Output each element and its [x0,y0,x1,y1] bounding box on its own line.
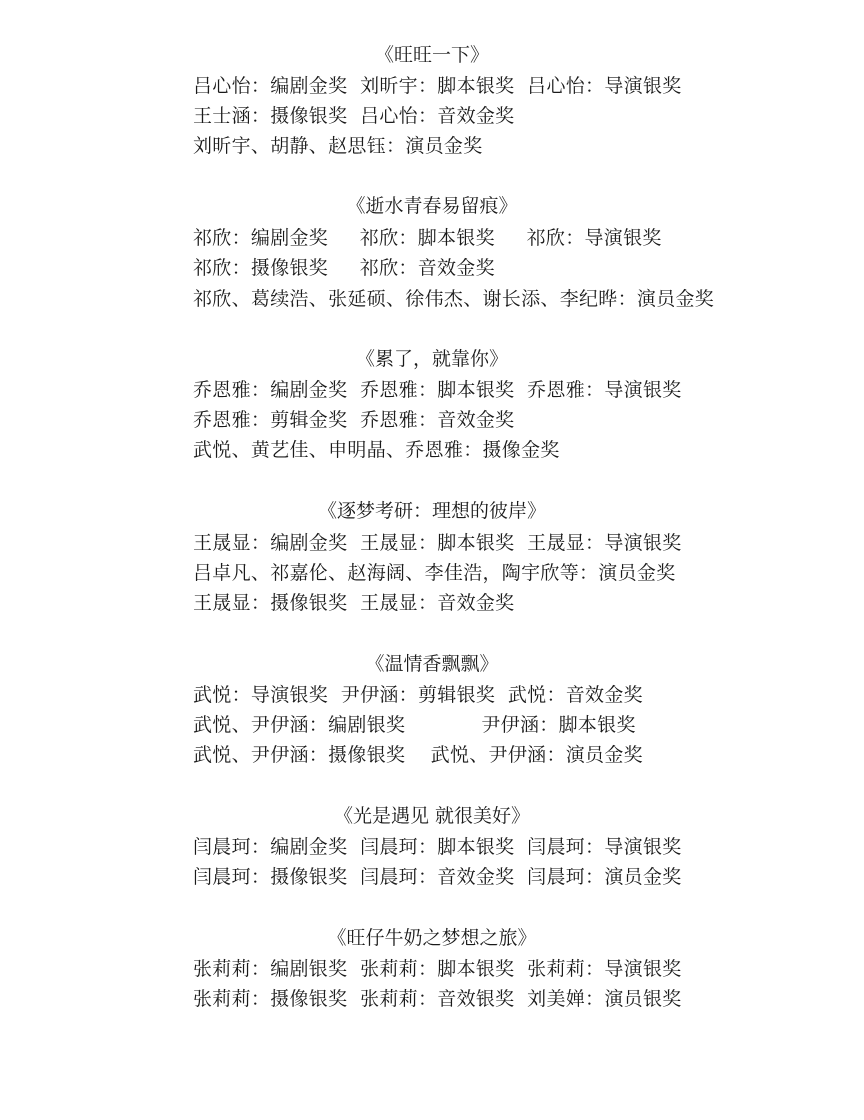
award-line: 闫晨珂：摄像银奖 闫晨珂：音效金奖 闫晨珂：演员金奖 [193,866,682,888]
section-title: 《逐梦考研：理想的彼岸》 [317,500,546,522]
award-line: 刘昕宇、胡静、赵思钰：演员金奖 [193,135,483,157]
section-title: 《逝水青春易留痕》 [346,195,518,217]
section-title: 《累了，就靠你》 [355,348,508,370]
award-line: 乔恩雅：编剧金奖 乔恩雅：脚本银奖 乔恩雅：导演银奖 [193,379,682,401]
award-line: 乔恩雅：剪辑金奖 乔恩雅：音效金奖 [193,409,515,431]
award-line: 祁欣、葛续浩、张延硕、徐伟杰、谢长添、李纪晔：演员金奖 [193,288,715,310]
award-line: 闫晨珂：编剧金奖 闫晨珂：脚本银奖 闫晨珂：导演银奖 [193,836,682,858]
award-line: 王晟显：编剧金奖 王晟显：脚本银奖 王晟显：导演银奖 [193,532,682,554]
section-title: 《旺旺一下》 [374,44,489,66]
section-title: 《旺仔牛奶之梦想之旅》 [327,927,537,949]
award-line: 武悦、尹伊涵：摄像银奖 武悦、尹伊涵：演员金奖 [193,744,643,766]
section-title: 《光是遇见 就很美好》 [333,805,531,827]
award-line: 武悦、尹伊涵：编剧银奖 尹伊涵：脚本银奖 [193,714,636,736]
award-line: 王士涵：摄像银奖 吕心怡：音效金奖 [193,105,515,127]
award-line: 王晟显：摄像银奖 王晟显：音效金奖 [193,592,515,614]
award-line: 张莉莉：编剧银奖 张莉莉：脚本银奖 张莉莉：导演银奖 [193,958,682,980]
award-line: 张莉莉：摄像银奖 张莉莉：音效银奖 刘美婵：演员银奖 [193,988,682,1010]
award-line: 吕心怡：编剧金奖 刘昕宇：脚本银奖 吕心怡：导演银奖 [193,75,682,97]
award-line: 武悦、黄艺佳、申明晶、乔恩雅：摄像金奖 [193,439,560,461]
award-line: 祁欣：编剧金奖 祁欣：脚本银奖 祁欣：导演银奖 [193,227,662,249]
award-line: 武悦：导演银奖 尹伊涵：剪辑银奖 武悦：音效金奖 [193,684,643,706]
award-line: 祁欣：摄像银奖 祁欣：音效金奖 [193,257,495,279]
award-line: 吕卓凡、祁嘉伦、赵海阔、李佳浩，陶宇欣等：演员金奖 [193,562,676,584]
section-title: 《温情香飘飘》 [365,653,499,675]
